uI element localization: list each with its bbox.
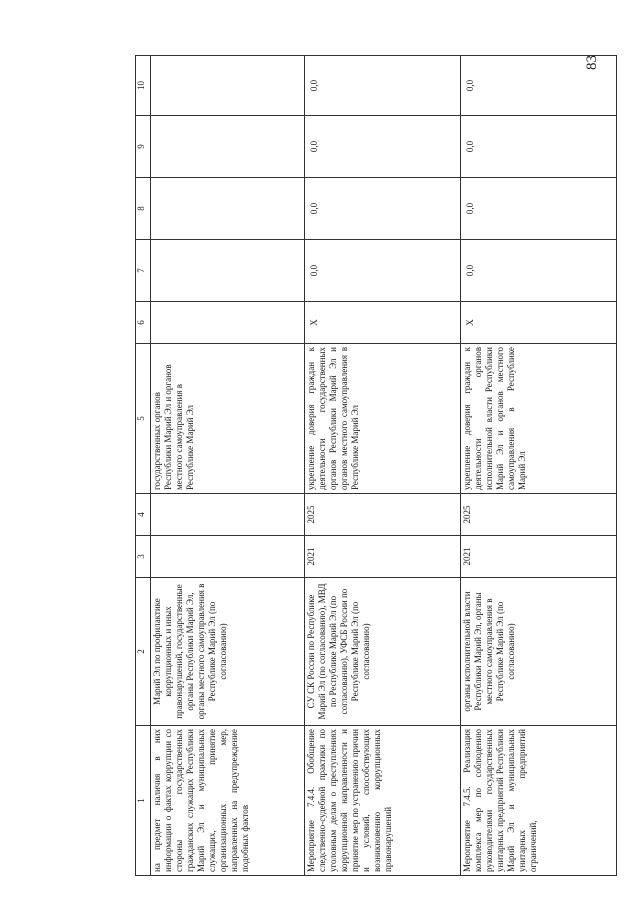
measures-table	[135, 55, 617, 876]
value-cell: 0,0	[461, 56, 617, 116]
value-cell	[151, 56, 305, 116]
value-cell: X	[461, 302, 617, 344]
value-cell	[151, 240, 305, 302]
header-cell: 5	[136, 344, 151, 494]
executors-cell: Марий Эл по профилактике коррупционных и иных правонарушений, государственные органы Республики Марий Эл, органы местного самоуправления в Республике Марий Эл (по согласованию)	[151, 578, 305, 726]
header-cell: 10	[136, 56, 151, 116]
value-cell	[151, 178, 305, 240]
measure-cell: Мероприятие 7.4.5. Реализация комплекса мер по соблюдению руководителями государственных унитарных предприятий Республики Марий Эл и муниципальных унитарных предприятий ограничений,	[461, 726, 617, 876]
header-cell: 8	[136, 178, 151, 240]
executors-cell: органы исполнительной власти Республики Марий Эл, органы местного самоуправления в Республике Марий Эл (по согласованию)	[461, 578, 617, 726]
header-cell: 6	[136, 302, 151, 344]
result-cell: укрепление доверия граждан к деятельности органов исполнительной власти Республики Марий Эл и органов местного самоуправления в Республике Марий Эл	[461, 344, 617, 494]
header-cell: 9	[136, 116, 151, 178]
table-row	[305, 56, 461, 876]
measure-cell: Мероприятие 7.4.4. Обобщение следственно-судебной практики по уголовным делам о преступлениях коррупционной направленности и принятие мер по устранению причин и условий, способствующих возникновению коррупционных правонарушений	[305, 726, 461, 876]
value-cell: 0,0	[305, 178, 461, 240]
value-cell: 0,0	[461, 240, 617, 302]
rotated-table-container	[135, 56, 635, 876]
header-cell: 4	[136, 494, 151, 536]
start-year-cell	[151, 536, 305, 578]
header-cell: 3	[136, 536, 151, 578]
measure-cell: на предмет наличия в них информации о фактах коррупции со стороны государственных гражданских служащих Республики Марий Эл и муниципальных служащих, принятие организационных мер, направленных на предупреждение подобных фактов	[151, 726, 305, 876]
value-cell: X	[305, 302, 461, 344]
end-year-cell	[151, 494, 305, 536]
start-year-cell: 2021	[461, 536, 617, 578]
end-year-cell: 2025	[461, 494, 617, 536]
end-year-cell: 2025	[305, 494, 461, 536]
value-cell: 0,0	[305, 240, 461, 302]
header-cell: 7	[136, 240, 151, 302]
start-year-cell: 2021	[305, 536, 461, 578]
value-cell: 0,0	[461, 116, 617, 178]
header-row	[136, 56, 151, 876]
header-cell: 2	[136, 578, 151, 726]
result-cell: государственных органов Республики Марий Эл и органов местного самоуправления в Республике Марий Эл	[151, 344, 305, 494]
table-row	[151, 56, 305, 876]
result-cell: укрепление доверия граждан к деятельности государственных органов Республики Марий Эл и органов местного самоуправления в Республике Марий Эл	[305, 344, 461, 494]
value-cell	[151, 302, 305, 344]
value-cell: 0,0	[461, 178, 617, 240]
value-cell: 0,0	[305, 56, 461, 116]
page-number: 83	[584, 55, 600, 70]
value-cell: 0,0	[305, 116, 461, 178]
header-cell: 1	[136, 726, 151, 876]
value-cell	[151, 116, 305, 178]
table-row	[461, 56, 617, 876]
executors-cell: СУ СК России по Республике Марий Эл (по согласованию), МВД по Республике Марий Эл (по согласованию), УФСБ России по Республике Марий Эл (по согласованию)	[305, 578, 461, 726]
